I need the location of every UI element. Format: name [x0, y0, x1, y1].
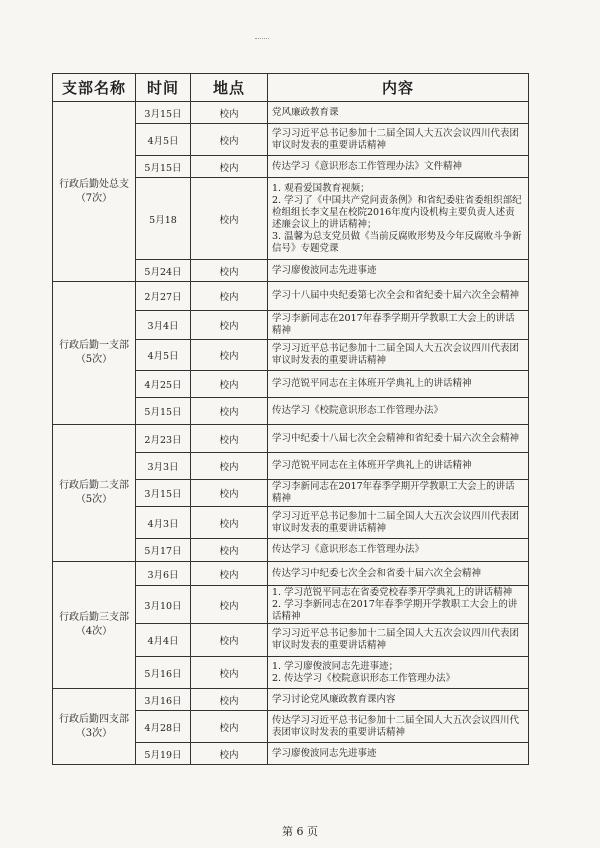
- place-cell: 校内: [191, 398, 268, 425]
- table-row: [53, 689, 529, 711]
- branch-count: （5次）: [75, 354, 113, 365]
- place-cell: 校内: [191, 480, 268, 507]
- date-cell: 4月28日: [136, 711, 191, 743]
- date-cell: 3月16日: [136, 689, 191, 711]
- content-cell: 学习廖俊波同志先进事迹: [268, 743, 529, 765]
- place-cell: 校内: [191, 711, 268, 743]
- place-cell: 校内: [191, 743, 268, 765]
- date-cell: 2月27日: [136, 282, 191, 311]
- branch-name: 行政后勤一支部: [59, 340, 129, 351]
- date-cell: 4月4日: [136, 624, 191, 657]
- date-cell: 3月15日: [136, 102, 191, 124]
- place-cell: 校内: [191, 156, 268, 178]
- content-cell: 学习十八届中央纪委第七次全会和省纪委十届六次全会精神: [268, 282, 529, 311]
- header-content: 内容: [268, 74, 529, 102]
- place-cell: 校内: [191, 371, 268, 398]
- table-row: [53, 562, 529, 586]
- date-cell: 3月10日: [136, 586, 191, 624]
- date-cell: 5月24日: [136, 260, 191, 282]
- date-cell: 5月19日: [136, 743, 191, 765]
- date-cell: 3月6日: [136, 562, 191, 586]
- place-cell: 校内: [191, 124, 268, 156]
- branch-name: 行政后勤三支部: [59, 612, 129, 623]
- place-cell: 校内: [191, 562, 268, 586]
- date-cell: 3月15日: [136, 480, 191, 507]
- branch-count: （5次）: [75, 494, 113, 505]
- place-cell: 校内: [191, 689, 268, 711]
- table-body: [53, 102, 529, 765]
- date-cell: 5月16日: [136, 657, 191, 689]
- table-row: [53, 102, 529, 124]
- date-cell: 4月3日: [136, 507, 191, 539]
- place-cell: 校内: [191, 178, 268, 260]
- date-cell: 3月3日: [136, 453, 191, 480]
- content-cell: 1. 观看爱国教育视频； 2. 学习了《中国共产党问责条例》和省纪委驻省委组织部纪检组组长李文星在校院2016年度内设机构主要负责人述责述廉会议上的讲话精神； 3. 温馨为总支党员做《当前反腐败形势及今年反腐败斗争新信号》专题党课: [268, 178, 529, 260]
- header-place: 地点: [191, 74, 268, 102]
- content-cell: 1. 学习范锐平同志在省委党校春季开学典礼上的讲话精神 2. 学习李新同志在2017年春季学期开学教职工大会上的讲话精神: [268, 586, 529, 624]
- branch-count: （4次）: [75, 626, 113, 637]
- header-date: 时间: [136, 74, 191, 102]
- content-cell: 学习中纪委十八届七次全会精神和省纪委十届六次全会精神: [268, 425, 529, 453]
- branch-count: （7次）: [75, 192, 113, 204]
- place-cell: 校内: [191, 102, 268, 124]
- branch-cell: [53, 425, 136, 562]
- date-cell: 4月5日: [136, 340, 191, 371]
- branch-name: 行政后勤二支部: [59, 480, 129, 491]
- place-cell: 校内: [191, 260, 268, 282]
- date-cell: 4月25日: [136, 371, 191, 398]
- content-cell: 传达学习中纪委七次全会和省委十届六次全会精神: [268, 562, 529, 586]
- date-cell: 3月4日: [136, 311, 191, 340]
- branch-cell: [53, 102, 136, 282]
- date-cell: 5月15日: [136, 156, 191, 178]
- table-row: [53, 282, 529, 311]
- content-cell: 学习习近平总书记参加十二届全国人大五次会议四川代表团审议时发表的重要讲话精神: [268, 124, 529, 156]
- place-cell: 校内: [191, 657, 268, 689]
- content-cell: 学习廖俊波同志先进事迹: [268, 260, 529, 282]
- content-cell: 学习习近平总书记参加十二届全国人大五次会议四川代表团审议时发表的重要讲话精神: [268, 624, 529, 657]
- table-row: [53, 425, 529, 453]
- branch-cell: [53, 562, 136, 689]
- branch-name: 行政后勤四支部: [59, 713, 129, 725]
- content-cell: 传达学习《意识形态工作管理办法》: [268, 539, 529, 562]
- place-cell: 校内: [191, 453, 268, 480]
- date-cell: 5月15日: [136, 398, 191, 425]
- branch-cell: [53, 689, 136, 765]
- place-cell: 校内: [191, 311, 268, 340]
- content-cell: 传达学习习近平总书记参加十二届全国人大五次会议四川代表团审议时发表的重要讲话精神: [268, 711, 529, 743]
- date-cell: 4月5日: [136, 124, 191, 156]
- header-branch: 支部名称: [53, 74, 136, 102]
- content-cell: 学习范锐平同志在主体班开学典礼上的讲话精神: [268, 453, 529, 480]
- content-cell: 学习范锐平同志在主体班开学典礼上的讲话精神: [268, 371, 529, 398]
- page-number: 第 6 页: [282, 825, 318, 838]
- branch-cell: [53, 282, 136, 425]
- place-cell: 校内: [191, 340, 268, 371]
- branch-count: （3次）: [75, 727, 113, 739]
- content-cell: 传达学习《意识形态工作管理办法》文件精神: [268, 156, 529, 178]
- activity-table: [52, 73, 529, 765]
- place-cell: 校内: [191, 282, 268, 311]
- table-header-row: [53, 74, 529, 102]
- branch-name: 行政后勤处总支: [59, 178, 129, 190]
- date-cell: 2月23日: [136, 425, 191, 453]
- date-cell: 5月18: [136, 178, 191, 260]
- scan-mark: [255, 38, 269, 43]
- content-cell: 1. 学习廖俊波同志先进事迹； 2. 传达学习《校院意识形态工作管理办法》: [268, 657, 529, 689]
- content-cell: 学习习近平总书记参加十二届全国人大五次会议四川代表团审议时发表的重要讲话精神: [268, 340, 529, 371]
- date-cell: 5月17日: [136, 539, 191, 562]
- content-cell: 学习李新同志在2017年春季学期开学教职工大会上的讲话精神: [268, 311, 529, 340]
- place-cell: 校内: [191, 425, 268, 453]
- content-cell: 学习习近平总书记参加十二届全国人大五次会议四川代表团审议时发表的重要讲话精神: [268, 507, 529, 539]
- place-cell: 校内: [191, 507, 268, 539]
- place-cell: 校内: [191, 539, 268, 562]
- content-cell: 学习李新同志在2017年春季学期开学教职工大会上的讲话精神: [268, 480, 529, 507]
- content-cell: 党风廉政教育课: [268, 102, 529, 124]
- content-cell: 传达学习《校院意识形态工作管理办法》: [268, 398, 529, 425]
- content-cell: 学习讨论党风廉政教育课内容: [268, 689, 529, 711]
- place-cell: 校内: [191, 624, 268, 657]
- place-cell: 校内: [191, 586, 268, 624]
